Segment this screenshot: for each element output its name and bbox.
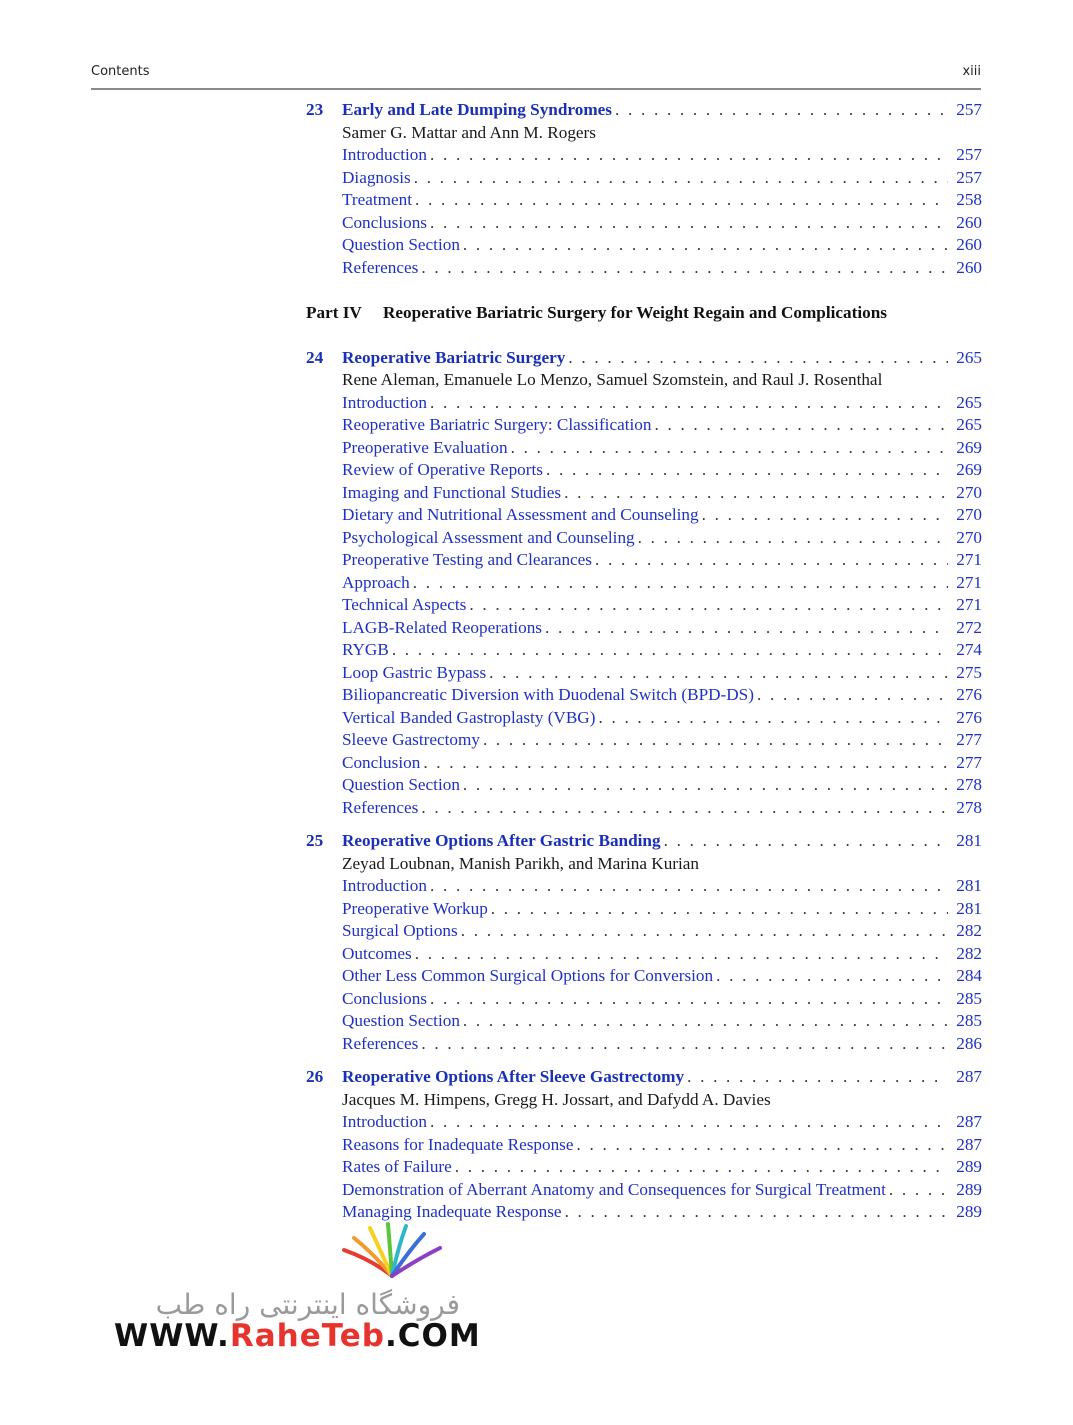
section-row[interactable] [306, 797, 982, 820]
entry-page: 276 [956, 685, 982, 704]
entry-page: 257 [956, 167, 982, 187]
entry-page: 281 [956, 898, 982, 918]
entry-page: 269 [956, 437, 982, 457]
entry-page: 287 [956, 1134, 982, 1154]
entry-title[interactable]: Introduction [342, 1112, 427, 1131]
toc-entry[interactable] [342, 234, 982, 257]
entry-page: 271 [956, 550, 982, 569]
toc-entry[interactable] [342, 414, 982, 437]
leader-dots [458, 920, 949, 943]
leader-dots [542, 617, 948, 640]
toc-entry[interactable] [342, 1179, 982, 1202]
leader-dots [699, 504, 949, 527]
entry-title[interactable]: Outcomes [342, 943, 412, 963]
leader-dots [574, 1134, 949, 1157]
part-heading [306, 302, 982, 325]
entry-title[interactable]: Question Section [342, 775, 460, 794]
leader-dots [427, 875, 948, 898]
toc-entry[interactable] [342, 797, 982, 820]
entry-title[interactable]: Review of Operative Reports [342, 460, 543, 479]
page-number: xiii [962, 64, 981, 79]
section-row[interactable] [306, 707, 982, 730]
entry-title[interactable]: Sleeve Gastrectomy [342, 730, 480, 749]
leader-dots [427, 212, 948, 235]
chapter-24-row[interactable] [306, 347, 982, 370]
leader-dots [427, 392, 948, 415]
section-row[interactable] [306, 549, 982, 572]
section-row[interactable] [306, 189, 982, 212]
page-header [91, 62, 981, 90]
entry-page: 276 [956, 707, 982, 727]
section-row[interactable] [306, 212, 982, 235]
entry-title[interactable]: Preoperative Evaluation [342, 437, 508, 457]
table-of-contents [306, 99, 982, 1224]
toc-entry[interactable] [342, 639, 982, 662]
entry-page: 277 [956, 752, 982, 772]
entry-title[interactable]: Demonstration of Aberrant Anatomy and Consequences for Surgical Treatment [342, 1179, 886, 1199]
toc-entry[interactable] [342, 752, 982, 775]
section-row[interactable] [306, 965, 982, 988]
leader-dots [488, 898, 948, 921]
chapter-number: 23 [306, 100, 324, 119]
leader-dots [713, 965, 948, 988]
toc-entry[interactable] [342, 167, 982, 190]
entry-title[interactable]: Conclusions [342, 212, 427, 232]
running-head: Contents [91, 64, 150, 79]
entry-title[interactable]: Introduction [342, 392, 427, 412]
leader-dots [460, 774, 948, 797]
leader-dots [412, 943, 949, 966]
entry-title[interactable]: References [342, 1033, 419, 1053]
toc-entry[interactable] [342, 527, 982, 550]
toc-entry[interactable] [342, 212, 982, 235]
section-row[interactable] [306, 617, 982, 640]
leader-dots [460, 234, 948, 257]
entry-title[interactable]: Rates of Failure [342, 1157, 452, 1176]
store-name: فروشگاه اینترنتی راه طب [155, 1288, 460, 1321]
entry-title[interactable]: Dietary and Nutritional Assessment and Counseling [342, 505, 699, 524]
leader-dots [466, 594, 948, 617]
leader-dots [418, 797, 948, 820]
entry-title[interactable]: Reoperative Bariatric Surgery: Classification [342, 415, 652, 434]
section-row[interactable] [306, 257, 982, 280]
toc-entry[interactable] [342, 437, 982, 460]
leader-dots [651, 414, 948, 437]
entry-title[interactable]: Preoperative Testing and Clearances [342, 550, 592, 569]
section-row[interactable] [306, 437, 982, 460]
entry-page: 274 [956, 640, 982, 659]
entry-page: 286 [956, 1033, 982, 1053]
toc-entry[interactable] [342, 1033, 982, 1056]
toc-entry[interactable] [342, 875, 982, 898]
url-prefix: WWW. [114, 1318, 230, 1354]
toc-entry[interactable] [342, 1111, 982, 1134]
entry-title[interactable]: Other Less Common Surgical Options for Conversion [342, 966, 714, 985]
toc-entry[interactable] [342, 572, 982, 595]
leader-dots [486, 662, 948, 685]
chapter-23-row[interactable] [306, 99, 982, 122]
toc-entry[interactable] [342, 347, 982, 370]
leader-dots [427, 1111, 948, 1134]
entry-page: 282 [956, 943, 982, 963]
toc-entry[interactable] [342, 774, 982, 797]
toc-entry[interactable] [342, 965, 982, 988]
chapter-authors-row [306, 369, 982, 392]
entry-title[interactable]: Preoperative Workup [342, 898, 488, 918]
entry-title[interactable]: Surgical Options [342, 921, 458, 940]
toc-entry[interactable] [342, 1066, 982, 1089]
entry-page: 260 [956, 235, 982, 254]
section-row[interactable] [306, 774, 982, 797]
section-row[interactable] [306, 639, 982, 662]
store-url[interactable] [114, 1318, 481, 1354]
entry-page: 289 [956, 1157, 982, 1176]
entry-title[interactable]: Vertical Banded Gastroplasty (VBG) [342, 707, 596, 727]
chapter-26-row[interactable] [306, 1066, 982, 1089]
entry-page: 265 [956, 347, 982, 367]
section-row[interactable] [306, 1134, 982, 1157]
leader-dots [412, 189, 948, 212]
section-row[interactable] [306, 943, 982, 966]
section-row[interactable] [306, 1010, 982, 1033]
toc-entry[interactable] [342, 943, 982, 966]
section-row[interactable] [306, 144, 982, 167]
entry-title[interactable]: LAGB-Related Reoperations [342, 617, 542, 637]
chapter-number: 24 [306, 347, 324, 367]
toc-entry[interactable] [342, 482, 982, 505]
entry-page: 289 [956, 1202, 982, 1221]
entry-page: 285 [956, 1011, 982, 1030]
toc-entry[interactable] [342, 144, 982, 167]
entry-page: 272 [956, 617, 982, 637]
section-row[interactable] [306, 1033, 982, 1056]
entry-title[interactable]: Approach [342, 572, 410, 592]
leader-dots [561, 482, 948, 505]
leader-dots [592, 549, 948, 572]
chapter-number: 26 [306, 1067, 324, 1086]
spacer [306, 324, 982, 347]
entry-title[interactable]: Question Section [342, 1011, 460, 1030]
entry-title[interactable]: Reoperative Options After Sleeve Gastrectomy [342, 1067, 685, 1086]
entry-page: 269 [956, 460, 982, 479]
section-row[interactable] [306, 482, 982, 505]
entry-page: 260 [956, 212, 982, 232]
section-row[interactable] [306, 729, 982, 752]
entry-page: 260 [956, 257, 982, 277]
leader-dots [661, 830, 949, 853]
leader-dots [411, 167, 948, 190]
section-row[interactable] [306, 234, 982, 257]
section-row[interactable] [306, 1111, 982, 1134]
toc-entry[interactable] [342, 549, 982, 572]
entry-page: 265 [956, 392, 982, 412]
section-row[interactable] [306, 988, 982, 1011]
entry-title[interactable]: Reoperative Options After Gastric Banding [342, 831, 661, 850]
spacer [306, 1055, 982, 1066]
section-row[interactable] [306, 414, 982, 437]
leader-dots [452, 1156, 948, 1179]
entry-page: 278 [956, 775, 982, 794]
leader-dots [562, 1201, 949, 1224]
url-suffix: .COM [384, 1318, 481, 1354]
spacer [306, 819, 982, 830]
leader-dots [635, 527, 949, 550]
entry-title[interactable]: Loop Gastric Bypass [342, 662, 487, 682]
part-title: Reoperative Bariatric Surgery for Weight Regain and Complications [383, 302, 887, 322]
entry-title[interactable]: Biliopancreatic Diversion with Duodenal Switch (BPD-DS) [342, 685, 754, 704]
leader-dots [886, 1179, 948, 1202]
entry-page: 281 [956, 876, 982, 895]
leader-dots [612, 99, 948, 122]
section-row[interactable] [306, 662, 982, 685]
leader-dots [410, 572, 948, 595]
chapter-authors: Jacques M. Himpens, Gregg H. Jossart, and Dafydd A. Davies [342, 1089, 771, 1109]
entry-title[interactable]: Introduction [342, 876, 427, 895]
leader-dots [754, 684, 948, 707]
leader-dots [543, 459, 948, 482]
leader-dots [418, 1033, 948, 1056]
entry-page: 257 [956, 100, 982, 119]
entry-page: 258 [956, 190, 982, 209]
entry-page: 270 [956, 482, 982, 502]
section-row[interactable] [306, 1179, 982, 1202]
chapter-authors: Zeyad Loubnan, Manish Parikh, and Marina Kurian [342, 853, 700, 873]
book-logo-icon [332, 1220, 452, 1280]
entry-page: 281 [956, 831, 982, 850]
toc-entry[interactable] [342, 1010, 982, 1033]
entry-title[interactable]: RYGB [342, 640, 389, 659]
url-brand: RaheTeb [229, 1318, 385, 1354]
entry-page: 270 [956, 527, 982, 547]
toc-entry[interactable] [342, 1156, 982, 1179]
entry-page: 271 [956, 595, 982, 614]
toc-entry[interactable] [342, 617, 982, 640]
toc-entry[interactable] [342, 594, 982, 617]
leader-dots [460, 1010, 948, 1033]
toc-entry[interactable] [342, 189, 982, 212]
section-row[interactable] [306, 594, 982, 617]
chapter-25-row[interactable] [306, 830, 982, 853]
entry-page: 287 [956, 1112, 982, 1131]
toc-entry[interactable] [342, 662, 982, 685]
entry-page: 275 [956, 662, 982, 682]
section-row[interactable] [306, 459, 982, 482]
toc-entry[interactable] [342, 392, 982, 415]
section-row[interactable] [306, 504, 982, 527]
section-row[interactable] [306, 920, 982, 943]
chapter-authors-row [306, 122, 982, 145]
entry-title[interactable]: Treatment [342, 190, 413, 209]
part-label: Part IV [306, 302, 362, 322]
leader-dots [565, 347, 948, 370]
entry-page: 277 [956, 730, 982, 749]
entry-title[interactable]: Reoperative Bariatric Surgery [342, 347, 566, 367]
section-row[interactable] [306, 898, 982, 921]
toc-entry[interactable] [342, 684, 982, 707]
leader-dots [427, 988, 948, 1011]
chapter-number: 25 [306, 831, 324, 850]
toc-entry[interactable] [342, 707, 982, 730]
toc-entry[interactable] [342, 830, 982, 853]
entry-title[interactable]: Technical Aspects [342, 595, 467, 614]
leader-dots [418, 257, 948, 280]
entry-page: 265 [956, 415, 982, 434]
section-row[interactable] [306, 572, 982, 595]
entry-page: 270 [956, 505, 982, 524]
toc-entry[interactable] [342, 920, 982, 943]
section-row[interactable] [306, 167, 982, 190]
entry-page: 282 [956, 921, 982, 940]
watermark [110, 1220, 481, 1360]
entry-title[interactable]: Psychological Assessment and Counseling [342, 527, 635, 547]
entry-title[interactable]: References [342, 257, 419, 277]
entry-title[interactable]: Introduction [342, 145, 427, 164]
entry-page: 285 [956, 988, 982, 1008]
entry-title[interactable]: Conclusions [342, 988, 427, 1008]
entry-page: 278 [956, 797, 982, 817]
toc-entry[interactable] [342, 988, 982, 1011]
section-row[interactable] [306, 527, 982, 550]
section-row[interactable] [306, 684, 982, 707]
entry-page: 287 [956, 1067, 982, 1086]
leader-dots [420, 752, 948, 775]
toc-entry[interactable] [342, 459, 982, 482]
entry-title[interactable]: References [342, 797, 419, 817]
entry-page: 289 [956, 1179, 982, 1199]
section-row[interactable] [306, 392, 982, 415]
entry-page: 271 [956, 572, 982, 592]
entry-title[interactable]: Early and Late Dumping Syndromes [342, 100, 612, 119]
entry-title[interactable]: Question Section [342, 235, 460, 254]
chapter-authors-row [306, 1089, 982, 1112]
leader-dots [480, 729, 948, 752]
leader-dots [389, 639, 948, 662]
chapter-authors-row [306, 853, 982, 876]
toc-entry[interactable] [342, 257, 982, 280]
toc-entry[interactable] [342, 729, 982, 752]
section-row[interactable] [306, 752, 982, 775]
entry-title[interactable]: Diagnosis [342, 167, 411, 187]
section-row[interactable] [306, 875, 982, 898]
toc-entry[interactable] [342, 1134, 982, 1157]
section-row[interactable] [306, 1156, 982, 1179]
entry-title[interactable]: Reasons for Inadequate Response [342, 1134, 574, 1154]
entry-title[interactable]: Conclusion [342, 752, 421, 772]
toc-entry[interactable] [342, 99, 982, 122]
toc-entry[interactable] [342, 898, 982, 921]
spacer [306, 279, 982, 302]
toc-entry[interactable] [342, 504, 982, 527]
leader-dots [427, 144, 948, 167]
entry-title[interactable]: Imaging and Functional Studies [342, 482, 562, 502]
entry-page: 257 [956, 145, 982, 164]
entry-title[interactable]: Managing Inadequate Response [342, 1202, 562, 1221]
leader-dots [595, 707, 948, 730]
leader-dots [508, 437, 949, 460]
chapter-authors: Samer G. Mattar and Ann M. Rogers [342, 122, 596, 142]
chapter-authors: Rene Aleman, Emanuele Lo Menzo, Samuel Szomstein, and Raul J. Rosenthal [342, 370, 883, 389]
entry-page: 284 [956, 966, 982, 985]
leader-dots [684, 1066, 948, 1089]
